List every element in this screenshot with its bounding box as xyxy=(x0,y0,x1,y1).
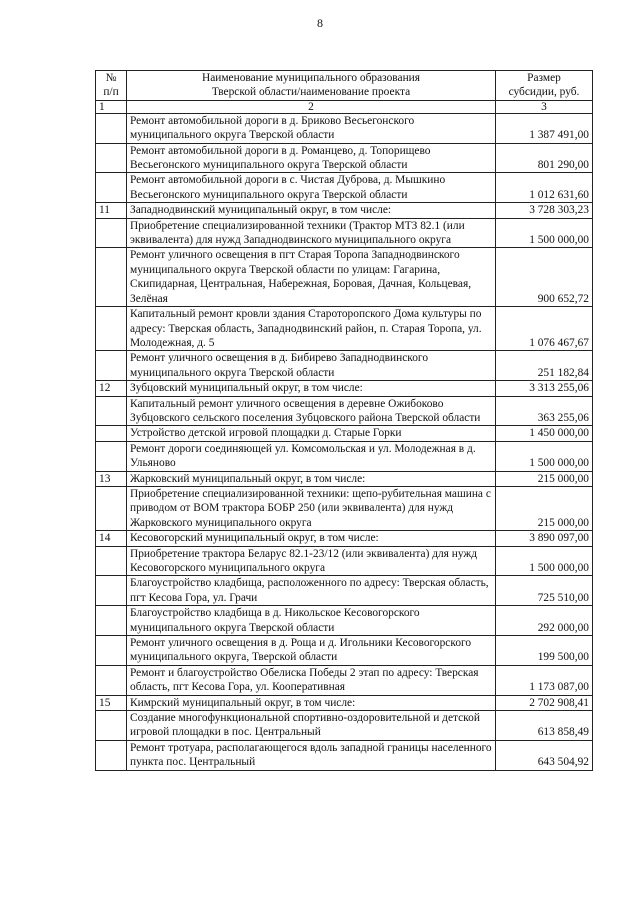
subsidy-amount: 1 500 000,00 xyxy=(496,218,593,248)
project-name: Ремонт уличного освещения в д. Роща и д. Игольники Кесовогорского муниципального округа, Тверской области xyxy=(127,636,496,666)
page-number: 8 xyxy=(317,16,323,30)
table-row xyxy=(96,636,593,666)
table-row xyxy=(96,740,593,770)
subsidy-amount: 2 702 908,41 xyxy=(496,695,593,710)
row-number xyxy=(96,606,127,636)
table-row xyxy=(96,381,593,396)
project-name: Ремонт тротуара, располагающегося вдоль западной границы населенного пункта пос. Центральный xyxy=(127,740,496,770)
project-name: Благоустройство кладбища в д. Никольское Кесовогорского муниципального округа Тверской области xyxy=(127,606,496,636)
row-number: 11 xyxy=(96,203,127,218)
row-number xyxy=(96,173,127,203)
table-row xyxy=(96,307,593,351)
row-number xyxy=(96,636,127,666)
subsidy-amount: 1 500 000,00 xyxy=(496,546,593,576)
table-row xyxy=(96,665,593,695)
row-number xyxy=(96,546,127,576)
project-name: Ремонт автомобильной дороги в с. Чистая Дуброва, д. Мышкино Весьегонского муниципального округа Тверской области xyxy=(127,173,496,203)
subsidy-amount: 1 173 087,00 xyxy=(496,665,593,695)
table-row xyxy=(96,531,593,546)
row-number: 15 xyxy=(96,695,127,710)
row-number: 14 xyxy=(96,531,127,546)
row-number xyxy=(96,711,127,741)
row-number xyxy=(96,248,127,307)
subsidy-amount: 3 313 255,06 xyxy=(496,381,593,396)
table-row xyxy=(96,351,593,381)
subsidy-amount: 215 000,00 xyxy=(496,486,593,530)
subsidy-amount: 900 652,72 xyxy=(496,248,593,307)
table-row xyxy=(96,113,593,143)
table-row xyxy=(96,173,593,203)
subsidy-amount: 1 012 631,60 xyxy=(496,173,593,203)
project-name: Ремонт уличного освещения в д. Бибирево Западнодвинского муниципального округа Тверской области xyxy=(127,351,496,381)
subsidy-amount: 1 387 491,00 xyxy=(496,113,593,143)
row-number xyxy=(96,576,127,606)
project-name: Устройство детской игровой площадки д. Старые Горки xyxy=(127,426,496,441)
row-number xyxy=(96,218,127,248)
project-name: Кимрский муниципальный округ, в том числе: xyxy=(127,695,496,710)
header-num: № п/п xyxy=(96,71,127,101)
project-name: Ремонт автомобильной дороги в д. Романцево, д. Топорищево Весьегонского муниципального округа Тверской области xyxy=(127,143,496,173)
subsidy-amount: 643 504,92 xyxy=(496,740,593,770)
project-name: Благоустройство кладбища, расположенного по адресу: Тверская область, пгт Кесова Гора, ул. Грачи xyxy=(127,576,496,606)
row-number xyxy=(96,113,127,143)
row-number xyxy=(96,426,127,441)
project-name: Жарковский муниципальный округ, в том числе: xyxy=(127,471,496,486)
table-row xyxy=(96,486,593,530)
row-number xyxy=(96,351,127,381)
project-name: Ремонт уличного освещения в пгт Старая Торопа Западнодвинского муниципального округа Тверской области по улицам: Гагарина, Скипидарная, Центральная, Набережная, Боровая, Дачная, Кольцевая, Зелёная xyxy=(127,248,496,307)
table-row xyxy=(96,471,593,486)
row-number xyxy=(96,740,127,770)
header-name: Наименование муниципального образования Тверской области/наименование проекта xyxy=(127,71,496,101)
subsidy-table xyxy=(95,70,593,771)
subsidy-amount: 199 500,00 xyxy=(496,636,593,666)
table-row xyxy=(96,695,593,710)
table-header-row xyxy=(96,71,593,101)
project-name: Создание многофункциональной спортивно-оздоровительной и детской игровой площадки в пос. Центральный xyxy=(127,711,496,741)
row-number xyxy=(96,441,127,471)
column-index-row xyxy=(96,100,593,113)
table-row xyxy=(96,576,593,606)
table-row xyxy=(96,426,593,441)
subsidy-amount: 1 076 467,67 xyxy=(496,307,593,351)
table-row xyxy=(96,441,593,471)
table-row xyxy=(96,396,593,426)
table-row xyxy=(96,546,593,576)
project-name: Капитальный ремонт уличного освещения в деревне Ожибоково Зубцовского сельского поселения Зубцовского района Тверской области xyxy=(127,396,496,426)
project-name: Ремонт и благоустройство Обелиска Победы 2 этап по адресу: Тверская область, пгт Кесова Гора, ул. Кооперативная xyxy=(127,665,496,695)
table-row xyxy=(96,143,593,173)
subsidy-amount: 3 728 303,23 xyxy=(496,203,593,218)
subsidy-amount: 801 290,00 xyxy=(496,143,593,173)
row-number xyxy=(96,307,127,351)
table-row xyxy=(96,218,593,248)
row-number: 12 xyxy=(96,381,127,396)
subsidy-amount: 3 890 097,00 xyxy=(496,531,593,546)
project-name: Западнодвинский муниципальный округ, в том числе: xyxy=(127,203,496,218)
row-number: 13 xyxy=(96,471,127,486)
row-number xyxy=(96,143,127,173)
table-row xyxy=(96,248,593,307)
subsidy-amount: 1 450 000,00 xyxy=(496,426,593,441)
project-name: Приобретение специализированной техники: щепо-рубительная машина с приводом от ВОМ трактора БОБР 250 (или эквивалента) для нужд Жарковского муниципального округа xyxy=(127,486,496,530)
project-name: Приобретение специализированной техники (Трактор МТЗ 82.1 (или эквивалента) для нужд Западнодвинского муниципального округа xyxy=(127,218,496,248)
row-number xyxy=(96,665,127,695)
row-number xyxy=(96,396,127,426)
index-cell: 1 xyxy=(96,100,127,113)
index-cell: 2 xyxy=(127,100,496,113)
project-name: Ремонт автомобильной дороги в д. Бриково Весьегонского муниципального округа Тверской области xyxy=(127,113,496,143)
header-amount: Размер субсидии, руб. xyxy=(496,71,593,101)
project-name: Зубцовский муниципальный округ, в том числе: xyxy=(127,381,496,396)
subsidy-amount: 363 255,06 xyxy=(496,396,593,426)
project-name: Кесовогорский муниципальный округ, в том числе: xyxy=(127,531,496,546)
subsidy-amount: 251 182,84 xyxy=(496,351,593,381)
subsidy-amount: 613 858,49 xyxy=(496,711,593,741)
table-row xyxy=(96,606,593,636)
project-name: Ремонт дороги соединяющей ул. Комсомольская и ул. Молодежная в д. Ульяново xyxy=(127,441,496,471)
row-number xyxy=(96,486,127,530)
table-row xyxy=(96,203,593,218)
subsidy-amount: 725 510,00 xyxy=(496,576,593,606)
table-row xyxy=(96,711,593,741)
subsidy-amount: 1 500 000,00 xyxy=(496,441,593,471)
subsidy-amount: 292 000,00 xyxy=(496,606,593,636)
index-cell: 3 xyxy=(496,100,593,113)
subsidy-amount: 215 000,00 xyxy=(496,471,593,486)
project-name: Капитальный ремонт кровли здания Староторопского Дома культуры по адресу: Тверская область, Западнодвинский район, п. Старая Торопа, ул. Молодежная, д. 5 xyxy=(127,307,496,351)
project-name: Приобретение трактора Беларус 82.1-23/12 (или эквивалента) для нужд Кесовогорского муниципального округа xyxy=(127,546,496,576)
